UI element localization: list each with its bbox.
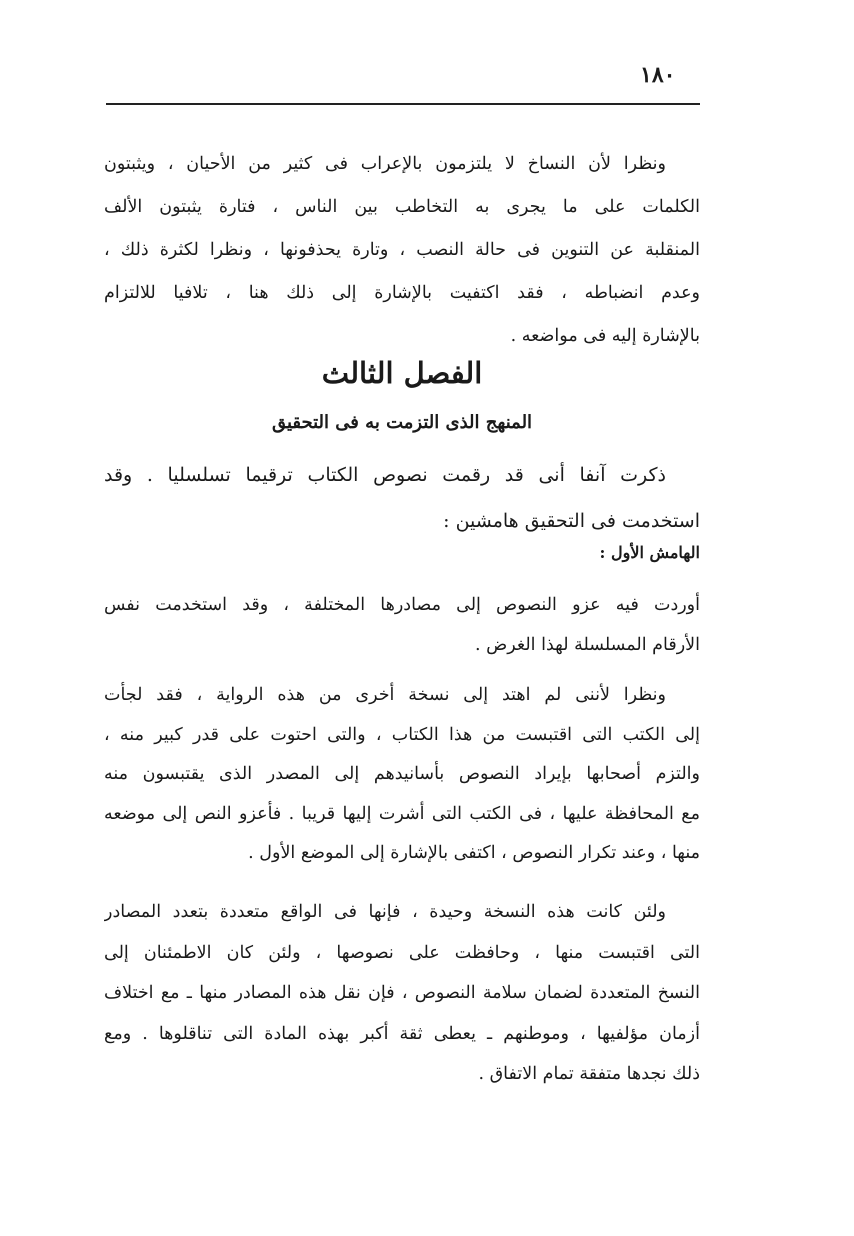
- text-line: التى اقتبست منها ، وحافظت على نصوصها ، ولئن كان الاطمئنان إلى: [104, 942, 700, 963]
- text-line: الكلمات على ما يجرى به التخاطب بين الناس ، فتارة يثبتون الألف: [104, 197, 700, 217]
- text-line: ولئن كانت هذه النسخة وحيدة ، فإنها فى الواقع متعددة بتعدد المصادر: [104, 902, 666, 922]
- text-line: بالإشارة إليه فى مواضعه .: [510, 326, 700, 346]
- intro-paragraph: [104, 143, 700, 358]
- method-paragraph: [104, 452, 700, 544]
- text-line: والتزم أصحابها بإيراد النصوص بأسانيدهم إلى المصدر الذى يقتبسون منه: [104, 764, 700, 784]
- text-line: ذلك نجدها متفقة تمام الاتفاق .: [478, 1064, 700, 1084]
- text-line: أوردت فيه عزو النصوص إلى مصادرها المختلفة ، وقد استخدمت نفس: [104, 595, 700, 615]
- text-line: مع المحافظة عليها ، فى الكتب التى أشرت إليها قريبا . فأعزو النص إلى موضعه: [104, 803, 700, 824]
- text-line: ذكرت آنفا أنى قد رقمت نصوص الكتاب ترقيما تسلسليا . وقد: [104, 464, 666, 486]
- text-line: وعدم انضباطه ، فقد اكتفيت بالإشارة إلى ذلك هنا ، تلافيا للالتزام: [104, 283, 700, 303]
- page-number: ١٨٠: [640, 62, 676, 88]
- chapter-title: الفصل الثالث: [321, 356, 483, 390]
- text-line: الأرقام المسلسلة لهذا الغرض .: [474, 635, 700, 655]
- text-line: النسخ المتعددة لضمان سلامة النصوص ، فإن نقل هذه المصادر منها ـ مع اختلاف: [104, 983, 700, 1003]
- section-heading: المنهج الذى التزمت به فى التحقيق: [271, 412, 533, 433]
- body-paragraph: [104, 892, 700, 1095]
- text-line: استخدمت فى التحقيق هامشين :: [443, 510, 700, 532]
- first-margin-heading: الهامش الأول :: [599, 543, 700, 562]
- text-line: المنقلبة عن التنوين فى حالة النصب ، وتارة يحذفونها ، ونظرا لكثرة ذلك ،: [104, 240, 700, 260]
- text-line: منها ، وعند تكرار النصوص ، اكتفى بالإشارة إلى الموضع الأول .: [248, 843, 700, 863]
- text-line: ونظرا لأننى لم اهتد إلى نسخة أخرى من هذه الرواية ، فقد لجأت: [104, 685, 666, 705]
- first-margin-paragraph: [104, 585, 700, 665]
- header-rule: [106, 103, 700, 105]
- text-line: إلى الكتب التى اقتبست من هذا الكتاب ، والتى احتوت على قدر كبير منه ،: [104, 724, 700, 745]
- text-line: أزمان مؤلفيها ، وموطنهم ـ يعطى ثقة أكبر بهذه المادة التى تناقلوها . ومع: [104, 1023, 700, 1044]
- body-paragraph: [104, 676, 700, 874]
- text-line: ونظرا لأن النساخ لا يلتزمون بالإعراب فى كثير من الأحيان ، ويثبتون: [104, 154, 666, 174]
